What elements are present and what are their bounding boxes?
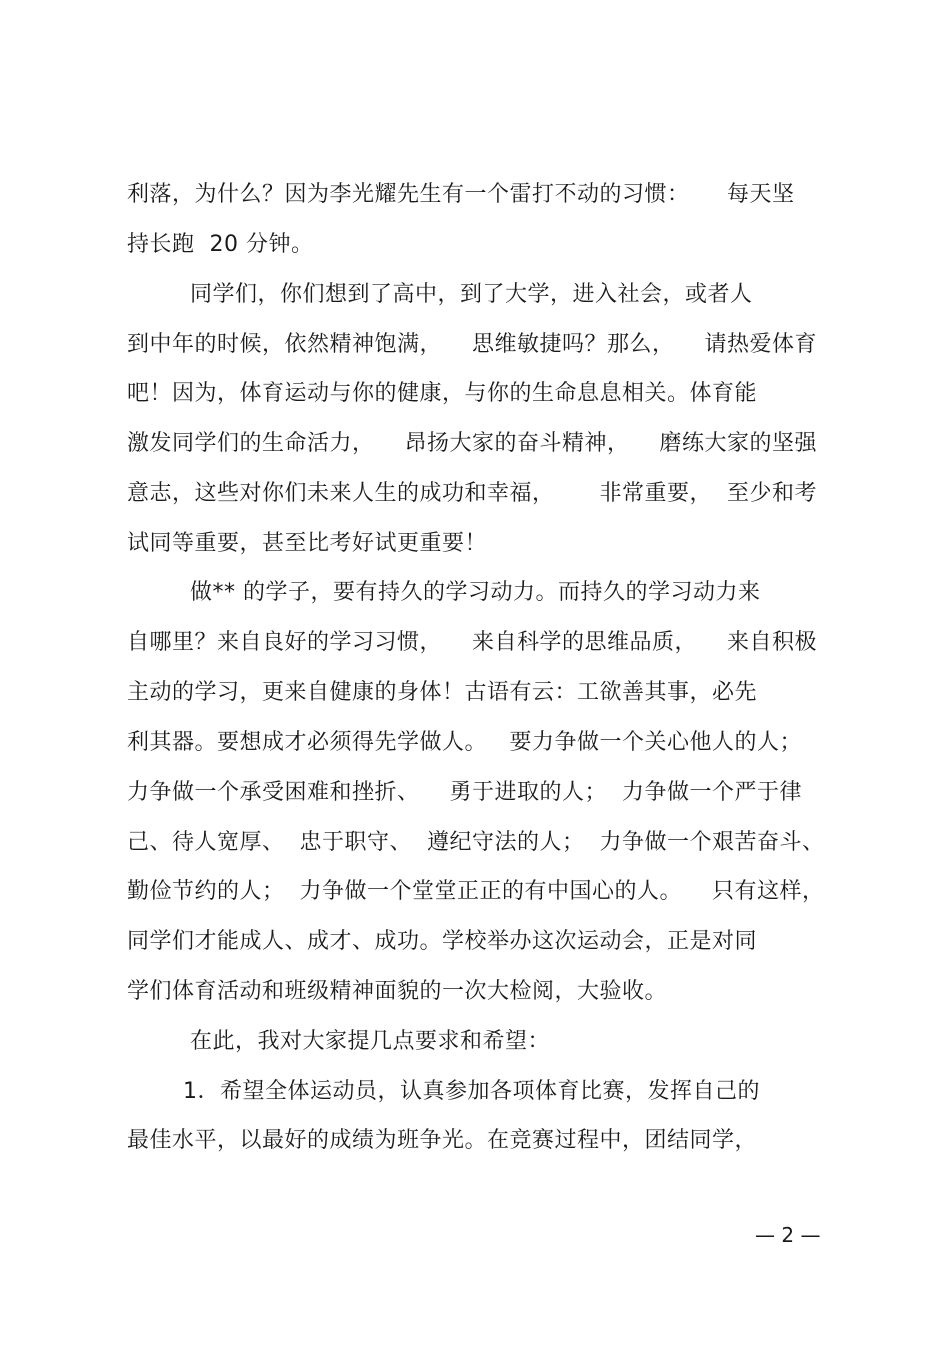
text-line: 在此，我对大家提几点要求和希望：	[190, 1029, 551, 1054]
page-number: — 2 —	[755, 1223, 821, 1247]
text-line: 吧！因为，体育运动与你的健康，与你的生命息息相关。体育能	[127, 381, 758, 406]
text-line: 同学们，你们想到了高中，到了大学，进入社会，或者人	[190, 282, 753, 307]
text-line: 同学们才能成人、成才、成功。学校举办这次运动会，正是对同	[127, 929, 758, 954]
text-line: 做** 的学子，要有持久的学习动力。而持久的学习动力来	[190, 580, 761, 605]
text-line: 己、待人宽厚、 忠于职守、 遵纪守法的人； 力争做一个艰苦奋斗、	[127, 830, 825, 855]
text-line: 利其器。要想成才必须得先学做人。 要力争做一个关心他人的人；	[127, 730, 802, 755]
text-line: 1．希望全体运动员，认真参加各项体育比赛，发挥自己的	[183, 1079, 760, 1104]
text-line: 最佳水平，以最好的成绩为班争光。在竞赛过程中，团结同学，	[127, 1128, 758, 1153]
text-line: 意志，这些对你们未来人生的成功和幸福， 非常重要， 至少和考	[127, 481, 817, 506]
text-line: 利落，为什么？因为李光耀先生有一个雷打不动的习惯： 每天坚	[127, 182, 795, 207]
text-line: 主动的学习，更来自健康的身体！古语有云：工欲善其事，必先	[127, 680, 758, 705]
text-line: 勤俭节约的人； 力争做一个堂堂正正的有中国心的人。 只有这样，	[127, 879, 825, 904]
text-line: 到中年的时候，依然精神饱满， 思维敏捷吗？那么， 请热爱体育	[127, 332, 817, 357]
text-line: 学们体育活动和班级精神面貌的一次大检阅，大验收。	[127, 979, 668, 1004]
text-line: 试同等重要，甚至比考好试更重要！	[127, 531, 488, 556]
text-line: 自哪里？来自良好的学习习惯， 来自科学的思维品质， 来自积极	[127, 630, 817, 655]
text-line: 激发同学们的生命活力， 昂扬大家的奋斗精神， 磨练大家的坚强	[127, 431, 817, 456]
text-line: 力争做一个承受困难和挫折、 勇于进取的人； 力争做一个严于律	[127, 780, 802, 805]
text-line: 持长跑 20 分钟。	[127, 232, 314, 257]
